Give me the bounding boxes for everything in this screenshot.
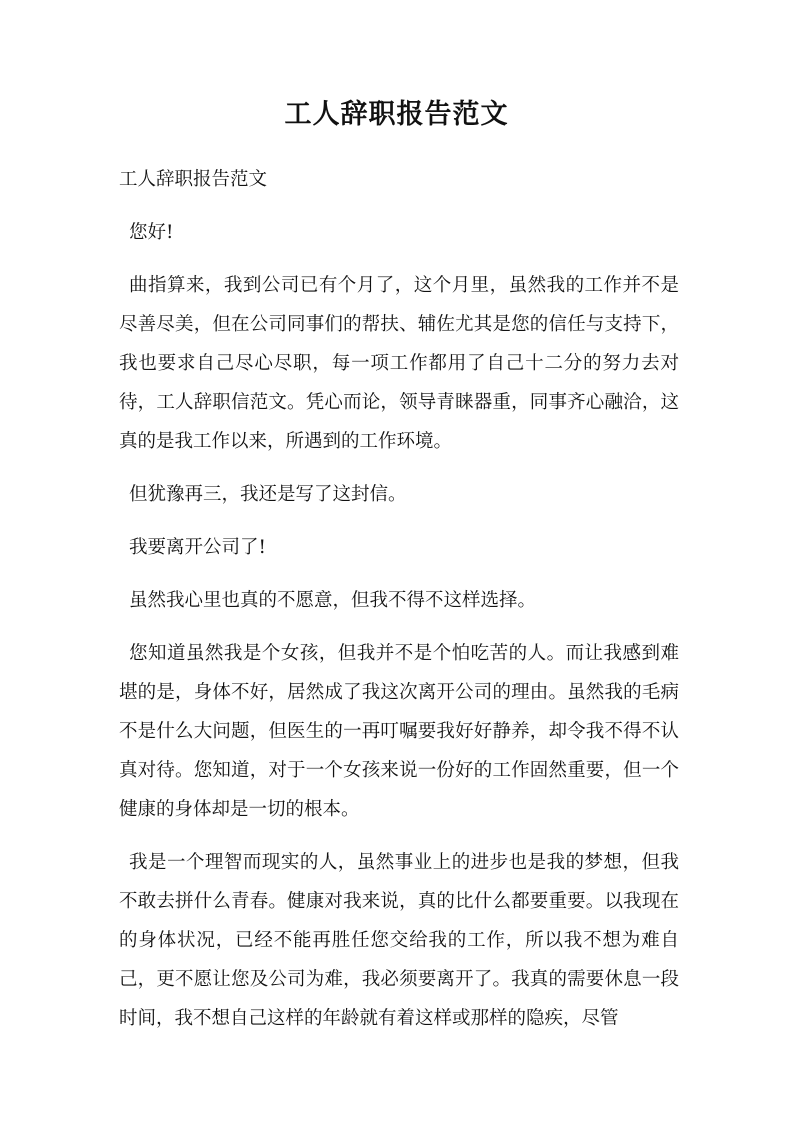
document-title: 工人辞职报告范文: [284, 99, 509, 130]
body-paragraph: 虽然我心里也真的不愿意，但我不得不这样选择。: [129, 590, 537, 611]
body-paragraph: 我是一个理智而现实的人，虽然事业上的进步也是我的梦想，但我不敢去拼什么青春。健康对我来说，真的比什么都要重要。以我现在的身体状况，已经不能再胜任您交给我的工作，所以我不想为难自己，更不愿让您及公司为难，我必须要离开了。我真的需要休息一段时间，我不想自己这样的年龄就有着这样或那样的隐疾，尽管: [119, 852, 679, 1029]
document-body: [119, 160, 679, 1052]
body-paragraph: 您知道虽然我是个女孩，但我并不是个怕吃苦的人。而让我感到难堪的是，身体不好，居然成了我这次离开公司的理由。虽然我的毛病不是什么大问题，但医生的一再叮嘱要我好好静养，却令我不得不认真对待。您知道，对于一个女孩来说一份好的工作固然重要，但一个健康的身体却是一切的根本。: [119, 643, 679, 820]
body-paragraph: 我要离开公司了!: [129, 537, 266, 558]
subtitle-paragraph: 工人辞职报告范文: [119, 169, 268, 190]
greeting-paragraph: 您好!: [129, 222, 174, 243]
body-paragraph: 曲指算来，我到公司已有个月了，这个月里，虽然我的工作并不是尽善尽美，但在公司同事们的帮扶、辅佐尤其是您的信任与支持下，我也要求自己尽心尽职，每一项工作都用了自己十二分的努力去对待，工人辞职信范文。凭心而论，领导青睐器重，同事齐心融洽，这真的是我工作以来，所遇到的工作环境。: [119, 275, 679, 452]
body-paragraph: 但犹豫再三，我还是写了这封信。: [129, 484, 407, 505]
